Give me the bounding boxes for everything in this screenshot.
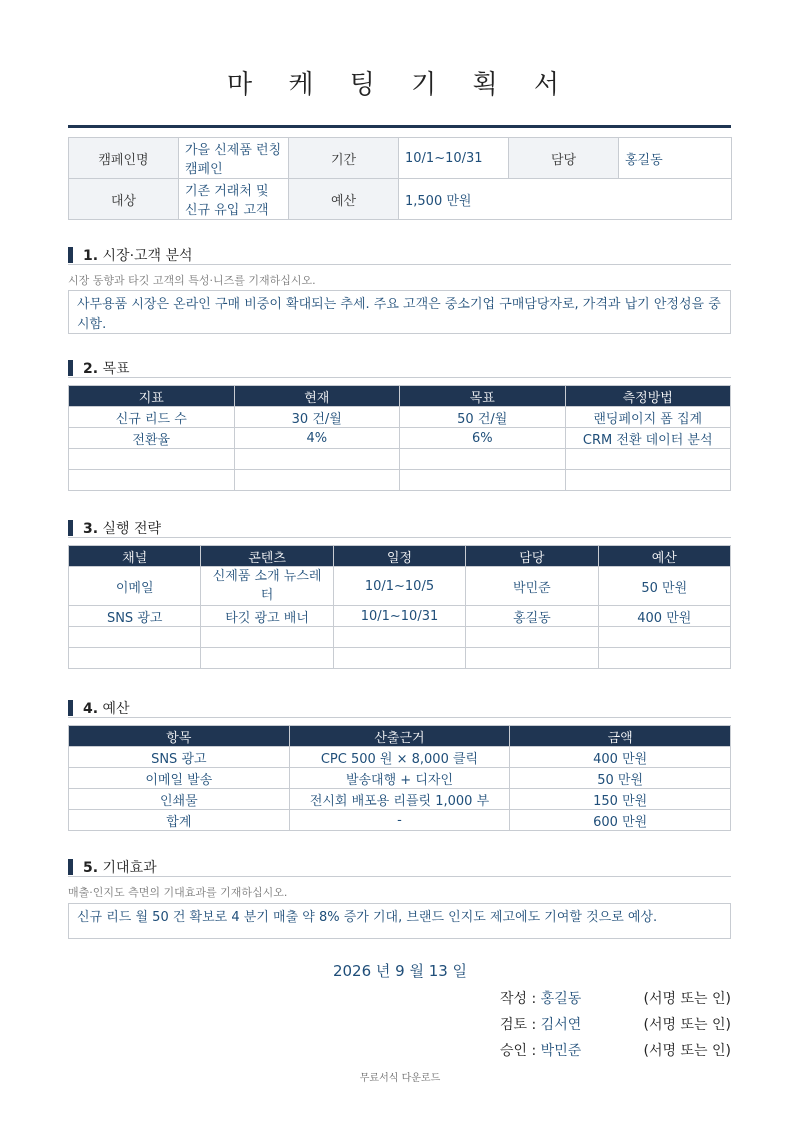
market-analysis-text: 사무용품 시장은 온라인 구매 비중이 확대되는 추세. 주요 고객은 중소기업 구매담당자로, 가격과 납기 안정성을 중시함.: [68, 290, 731, 334]
table-cell: 6%: [400, 428, 566, 449]
table-row: [69, 449, 731, 470]
signature-line: 작성 : 홍길동 (서명 또는 인): [500, 991, 731, 1007]
table-cell: 신규 리드 수: [69, 407, 235, 428]
document-date: 2026 년 9 월 13 일: [332, 962, 468, 980]
budget-value: 1,500 만원: [399, 179, 732, 220]
table-row: [69, 627, 731, 648]
table-cell: [598, 627, 730, 648]
table-row: [69, 470, 731, 491]
table-cell: 홍길동: [466, 606, 598, 627]
table-row: [69, 386, 731, 407]
table-cell: 150 만원: [510, 789, 731, 810]
table-header-cell: 항목: [69, 726, 290, 747]
table-cell: CPC 500 원 × 8,000 클릭: [289, 747, 510, 768]
section-divider: [68, 264, 731, 265]
table-cell: [565, 470, 731, 491]
table-cell: [234, 449, 400, 470]
table-row: [69, 747, 731, 768]
goals-table: [68, 385, 731, 491]
signature-line: 검토 : 김서연 (서명 또는 인): [500, 1017, 731, 1033]
table-cell: [400, 470, 566, 491]
section-heading: 1. 시장·고객 분석: [68, 245, 731, 265]
budget-table: [68, 725, 731, 831]
table-header-cell: 채널: [69, 546, 201, 567]
table-cell: [201, 627, 333, 648]
campaign-value: 가을 신제품 런칭 캠페인: [179, 138, 289, 179]
campaign-info-table: [68, 137, 732, 220]
table-cell: 인쇄물: [69, 789, 290, 810]
table-header-cell: 목표: [400, 386, 566, 407]
table-header-cell: 현재: [234, 386, 400, 407]
table-cell: 박민준: [466, 567, 598, 606]
table-cell: [565, 449, 731, 470]
owner-label: 담당: [509, 138, 619, 179]
table-cell: CRM 전환 데이터 분석: [565, 428, 731, 449]
expected-effect-text: 신규 리드 월 50 건 확보로 4 분기 매출 약 8% 증가 기대, 브랜드 인지도 제고에도 기여할 것으로 예상.: [68, 903, 731, 939]
table-cell: 전시회 배포용 리플릿 1,000 부: [289, 789, 510, 810]
table-header-cell: 콘텐츠: [201, 546, 333, 567]
table-cell: 전환율: [69, 428, 235, 449]
section-heading: 5. 기대효과: [68, 857, 731, 877]
table-row: [69, 648, 731, 669]
table-cell: [333, 627, 465, 648]
table-header-cell: 예산: [598, 546, 730, 567]
table-cell: [69, 470, 235, 491]
table-row: [69, 407, 731, 428]
document-title: 마 케 팅 기 획 서: [226, 70, 574, 100]
table-cell: [69, 449, 235, 470]
table-row: [69, 428, 731, 449]
campaign-label: 캠페인명: [69, 138, 179, 179]
table-cell: 이메일: [69, 567, 201, 606]
table-cell: 400 만원: [598, 606, 730, 627]
table-cell: 이메일 발송: [69, 768, 290, 789]
table-cell: 합계: [69, 810, 290, 831]
table-cell: [69, 648, 201, 669]
period-value: 10/1~10/31: [399, 138, 509, 179]
table-cell: 10/1~10/31: [333, 606, 465, 627]
table-cell: [466, 627, 598, 648]
table-header-cell: 담당: [466, 546, 598, 567]
budget-label: 예산: [289, 179, 399, 220]
table-row: [69, 546, 731, 567]
table-cell: 50 만원: [510, 768, 731, 789]
table-cell: 발송대행 + 디자인: [289, 768, 510, 789]
table-row: [69, 789, 731, 810]
section-divider: [68, 537, 731, 538]
table-header-cell: 일정: [333, 546, 465, 567]
table-cell: 랜딩페이지 폼 집계: [565, 407, 731, 428]
table-cell: 400 만원: [510, 747, 731, 768]
table-row: [69, 567, 731, 606]
table-cell: SNS 광고: [69, 747, 290, 768]
section-heading: 4. 예산: [68, 698, 731, 718]
table-header-cell: 산출근거: [289, 726, 510, 747]
table-row: [69, 606, 731, 627]
period-label: 기간: [289, 138, 399, 179]
table-cell: SNS 광고: [69, 606, 201, 627]
section-divider: [68, 876, 731, 877]
section-heading: 2. 목표: [68, 358, 731, 378]
section-divider: [68, 377, 731, 378]
table-cell: 4%: [234, 428, 400, 449]
table-header-cell: 금액: [510, 726, 731, 747]
table-cell: [598, 648, 730, 669]
table-cell: [466, 648, 598, 669]
table-cell: 타깃 광고 배너: [201, 606, 333, 627]
table-cell: 10/1~10/5: [333, 567, 465, 606]
table-row: [69, 810, 731, 831]
signature-line: 승인 : 박민준 (서명 또는 인): [500, 1043, 731, 1059]
table-cell: 30 건/월: [234, 407, 400, 428]
table-cell: [69, 627, 201, 648]
table-cell: [333, 648, 465, 669]
table-header-cell: 지표: [69, 386, 235, 407]
strategy-table: [68, 545, 731, 669]
table-row: [69, 726, 731, 747]
table-cell: [201, 648, 333, 669]
table-cell: [234, 470, 400, 491]
footer-link[interactable]: 무료서식 다운로드: [359, 1073, 441, 1084]
table-cell: [400, 449, 566, 470]
section-heading: 3. 실행 전략: [68, 518, 731, 538]
target-value: 기존 거래처 및 신규 유입 고객: [179, 179, 289, 220]
section-hint: 시장 동향과 타깃 고객의 특성·니즈를 기재하십시오.: [68, 274, 316, 287]
table-cell: -: [289, 810, 510, 831]
table-header-cell: 측정방법: [565, 386, 731, 407]
info-row: [69, 179, 732, 220]
table-cell: 600 만원: [510, 810, 731, 831]
table-cell: 50 건/월: [400, 407, 566, 428]
title-divider: [68, 125, 731, 128]
table-cell: 신제품 소개 뉴스레터: [201, 567, 333, 606]
section-hint: 매출·인지도 측면의 기대효과를 기재하십시오.: [68, 886, 288, 899]
target-label: 대상: [69, 179, 179, 220]
owner-value: 홍길동: [619, 138, 732, 179]
table-cell: 50 만원: [598, 567, 730, 606]
info-row: [69, 138, 732, 179]
section-divider: [68, 717, 731, 718]
table-row: [69, 768, 731, 789]
